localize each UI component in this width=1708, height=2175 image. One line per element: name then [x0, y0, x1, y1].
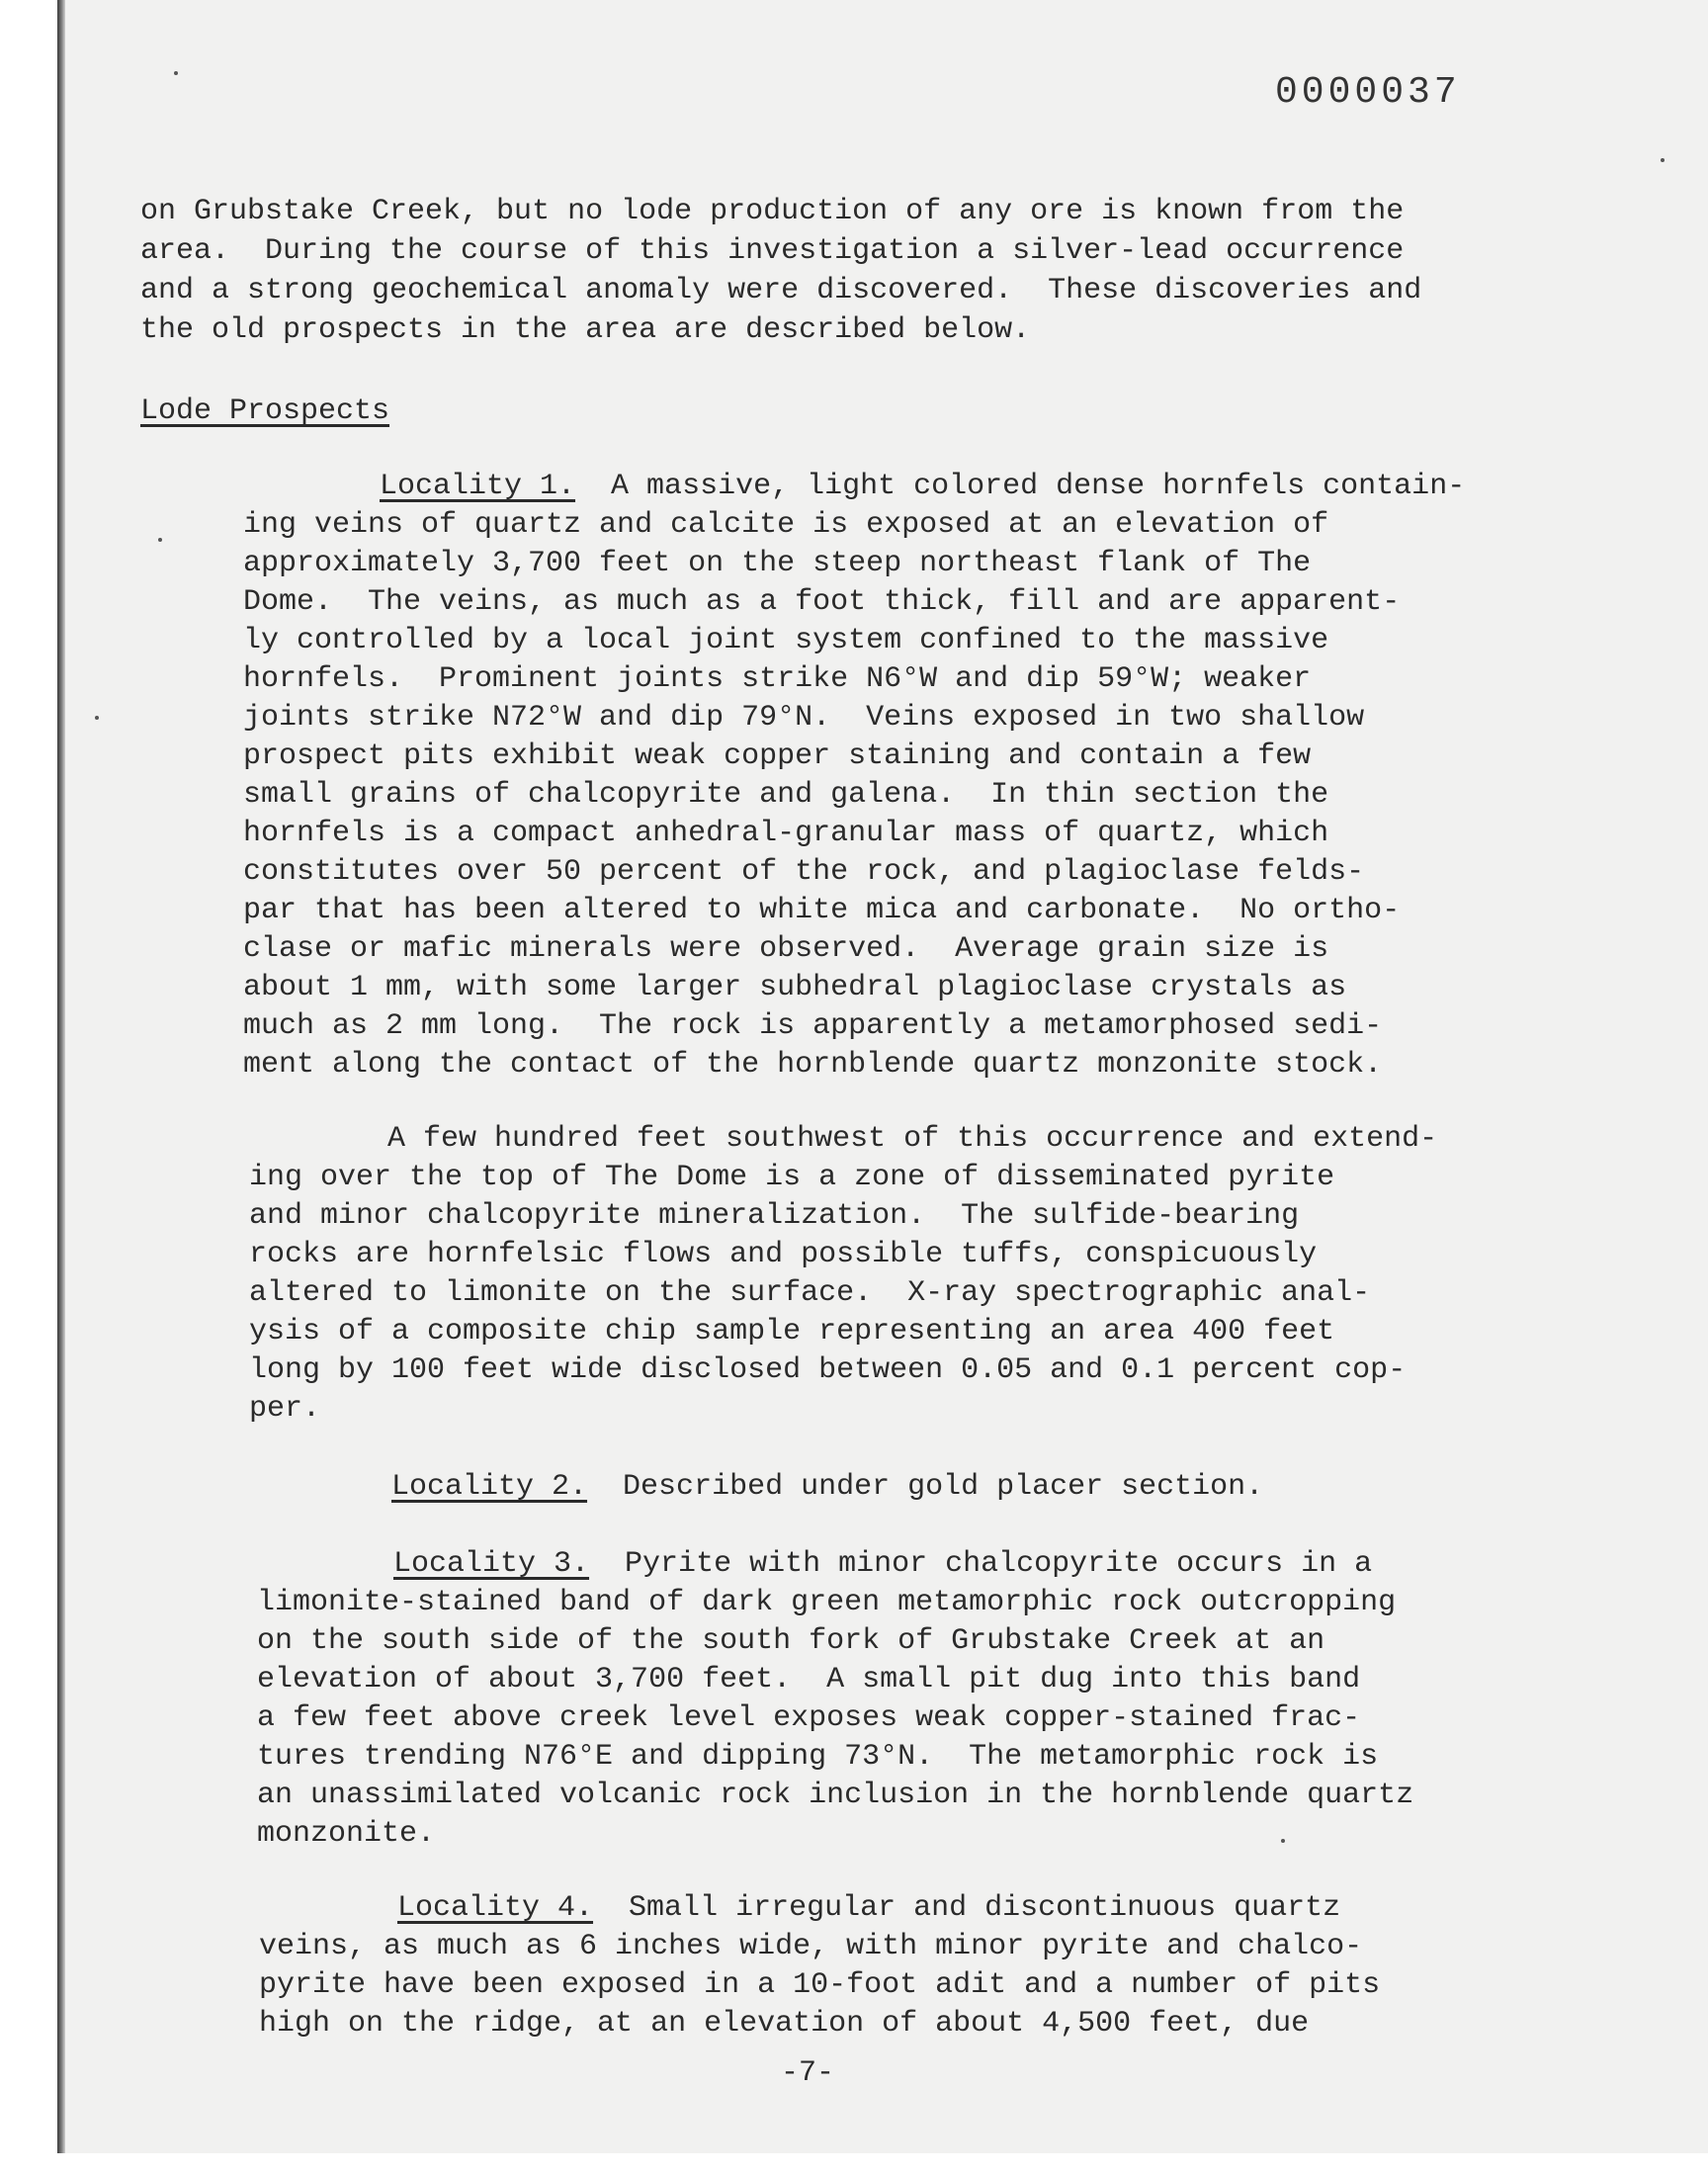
locality-3-line: on the south side of the south fork of Grubstake Creek at an — [257, 1624, 1325, 1658]
binding-shadow — [57, 0, 65, 2175]
dome-paragraph-line: and minor chalcopyrite mineralization. The sulfide-bearing — [249, 1199, 1300, 1233]
locality-1-line: about 1 mm, with some larger subhedral plagioclase crystals as — [243, 971, 1347, 1004]
locality-1-line: ly controlled by a local joint system confined to the massive — [243, 624, 1329, 657]
locality-3-label: Locality 3. — [393, 1547, 590, 1581]
locality-1-first-line — [380, 469, 1465, 504]
locality-1-line: constitutes over 50 percent of the rock, and plagioclase felds- — [243, 855, 1365, 889]
locality-3-line: a few feet above creek level exposes weak copper-stained frac- — [257, 1701, 1361, 1735]
intro-line: on Grubstake Creek, but no lode production of any ore is known from the — [140, 195, 1405, 228]
locality-1-line: ing veins of quartz and calcite is exposed at an elevation of — [243, 508, 1329, 542]
locality-3-line: limonite-stained band of dark green metamorphic rock outcropping — [257, 1586, 1397, 1619]
dome-paragraph-line: per. — [249, 1392, 321, 1426]
section-heading: Lode Prospects — [140, 394, 390, 428]
locality-3-line: monzonite. — [257, 1817, 436, 1851]
dome-paragraph-line: altered to limonite on the surface. X-ray spectrographic anal- — [249, 1276, 1371, 1310]
locality-1-line: clase or mafic minerals were observed. Average grain size is — [243, 932, 1329, 966]
intro-line: area. During the course of this investigation a silver-lead occurrence — [140, 234, 1405, 268]
intro-line: and a strong geochemical anomaly were discovered. These discoveries and — [140, 274, 1422, 307]
locality-4-first-line — [397, 1890, 1340, 1926]
dome-paragraph-line: long by 100 feet wide disclosed between 0.05 and 0.1 percent cop- — [249, 1353, 1407, 1387]
scan-speck — [174, 71, 178, 75]
dome-paragraph-line: rocks are hornfelsic flows and possible tuffs, conspicuously — [249, 1238, 1318, 1271]
locality-2-text: Described under gold placer section. — [587, 1470, 1264, 1504]
scan-speck — [95, 716, 99, 720]
locality-1-line: prospect pits exhibit weak copper staining and contain a few — [243, 740, 1312, 773]
page-bottom-edge — [0, 2153, 1708, 2175]
locality-4-line: high on the ridge, at an elevation of about 4,500 feet, due — [259, 2007, 1310, 2041]
locality-4-line: veins, as much as 6 inches wide, with minor pyrite and chalco- — [259, 1930, 1363, 1963]
locality-3-text: Pyrite with minor chalcopyrite occurs in a — [589, 1547, 1373, 1581]
locality-1-line: approximately 3,700 feet on the steep northeast flank of The — [243, 547, 1312, 580]
dome-paragraph-line: A few hundred feet southwest of this occurrence and extend- — [387, 1122, 1438, 1156]
dome-paragraph-line: ing over the top of The Dome is a zone of disseminated pyrite — [249, 1161, 1335, 1194]
locality-1-line: small grains of chalcopyrite and galena. In thin section the — [243, 778, 1329, 812]
scan-speck — [158, 538, 162, 542]
locality-3-line: an unassimilated volcanic rock inclusion in the hornblende quartz — [257, 1779, 1414, 1812]
locality-3-line: elevation of about 3,700 feet. A small pit dug into this band — [257, 1663, 1361, 1696]
dome-paragraph-line: ysis of a composite chip sample representing an area 400 feet — [249, 1315, 1335, 1348]
locality-1-line: joints strike N72°W and dip 79°N. Veins exposed in two shallow — [243, 701, 1365, 735]
locality-2-line — [391, 1469, 1263, 1505]
locality-1-line: much as 2 mm long. The rock is apparently a metamorphosed sedi- — [243, 1009, 1383, 1043]
locality-1-line: par that has been altered to white mica and carbonate. No ortho- — [243, 894, 1401, 927]
locality-4-line: pyrite have been exposed in a 10-foot adit and a number of pits — [259, 1968, 1381, 2002]
locality-1-line: hornfels is a compact anhedral-granular mass of quartz, which — [243, 817, 1329, 850]
locality-1-text: A massive, light colored dense hornfels contain- — [575, 470, 1466, 503]
locality-4-label: Locality 4. — [397, 1891, 594, 1925]
locality-3-line: tures trending N76°E and dipping 73°N. The metamorphic rock is — [257, 1740, 1379, 1774]
locality-4-text: Small irregular and discontinuous quartz — [593, 1891, 1341, 1925]
scan-speck — [1661, 158, 1665, 162]
locality-1-line: ment along the contact of the hornblende quartz monzonite stock. — [243, 1048, 1383, 1082]
locality-3-first-line — [393, 1546, 1372, 1582]
locality-1-line: Dome. The veins, as much as a foot thick, fill and are apparent- — [243, 585, 1401, 619]
locality-1-line: hornfels. Prominent joints strike N6°W and dip 59°W; weaker — [243, 662, 1312, 696]
page-number: -7- — [781, 2056, 835, 2090]
scan-speck — [1281, 1839, 1285, 1843]
locality-1-label: Locality 1. — [380, 470, 576, 503]
locality-2-label: Locality 2. — [391, 1470, 588, 1504]
binding-margin — [0, 0, 57, 2175]
bates-number: 0000037 — [1275, 71, 1461, 114]
intro-line: the old prospects in the area are described below. — [140, 313, 1031, 347]
